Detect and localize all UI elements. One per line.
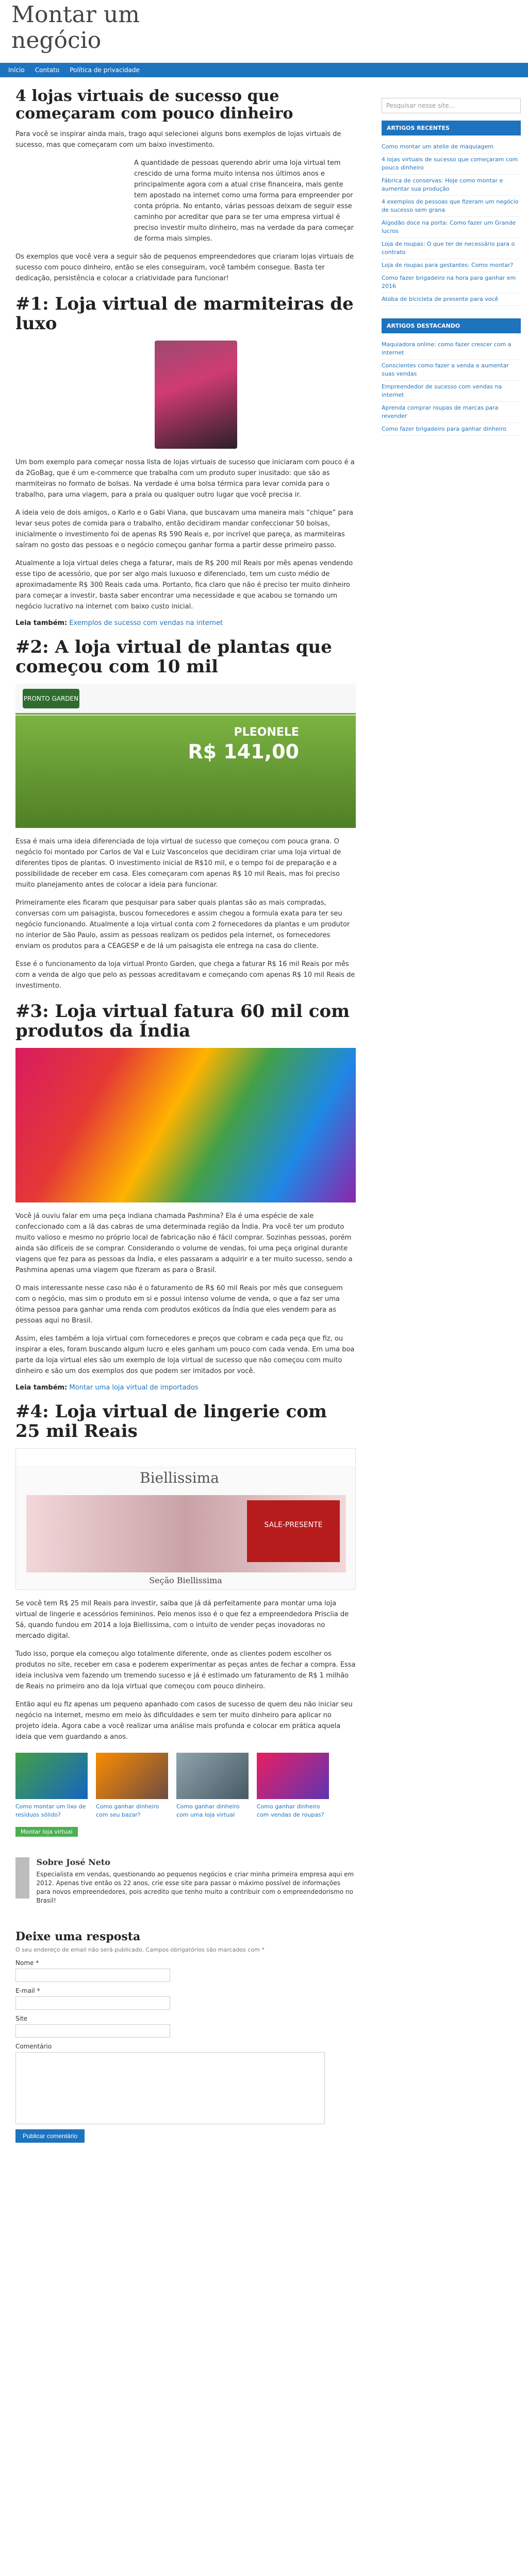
author-name: Sobre José Neto xyxy=(36,1857,110,1867)
recent-item[interactable] xyxy=(382,272,521,293)
related-card[interactable] xyxy=(96,1753,168,1819)
related-link[interactable]: Como ganhar dinheiro com vendas de roupas? xyxy=(257,1803,324,1818)
intro-paragraph-1: Para você se inspirar ainda mais, trago aqui selecionei alguns bons exemplos de lojas virtuais de sucesso, mas que começaram com um baixo investimento. xyxy=(15,130,341,149)
comment-form xyxy=(15,1930,356,2143)
plants-store-image xyxy=(15,684,356,828)
banner-title: PLEONELE xyxy=(234,726,299,739)
recent-posts-widget xyxy=(382,121,521,306)
read-also-link[interactable]: Montar uma loja virtual de importados xyxy=(69,1384,199,1392)
comment-title: Deixe uma resposta xyxy=(15,1930,141,1943)
section-3-paragraph-3: Assim, eles também a loja virtual com fornecedores e preços que cobram e cada peça que fiz, ou inspirar a eles, foram buscando algum lucro e eles ganham um pouco com cada venda. Em uma boa parte da loja virtual eles são um exemplo de loja virtual de sucesso que não começou com muito dinheiro e são um dos exemplos dos que podem ser imitados por você. xyxy=(15,1335,355,1375)
author-box xyxy=(15,1857,356,1912)
highlight-item[interactable] xyxy=(382,423,521,436)
related-card[interactable] xyxy=(176,1753,249,1819)
recent-item[interactable] xyxy=(382,217,521,238)
pashmina-image xyxy=(15,1048,356,1202)
highlight-link[interactable]: Maquiadora online: como fazer crescer com a internet xyxy=(382,341,512,356)
recent-item[interactable] xyxy=(382,196,521,217)
read-also-link[interactable]: Exemplos de sucesso com vendas na internet xyxy=(69,619,223,627)
lingerie-store-image xyxy=(15,1448,356,1590)
main-nav xyxy=(0,63,528,77)
email-field[interactable] xyxy=(15,1996,170,2010)
recent-item[interactable] xyxy=(382,259,521,272)
section-1-paragraph-1: Um bom exemplo para começar nossa lista de lojas virtuais de sucesso que iniciaram com pouco é a da 2GoBag, que é um e-commerce que trabalha com um produto super inusitado: que são as marmiteiras no formato de bolsas. Na verdade é uma bolsa térmica para levar comida para o trabalho, para uma viagem, para a praia ou qualquer outro lugar que você precisa ir. xyxy=(15,459,355,499)
email-label: E-mail * xyxy=(15,1987,40,1994)
related-thumb[interactable] xyxy=(257,1753,329,1799)
highlight-item[interactable] xyxy=(382,402,521,423)
section-2-paragraph-3: Esse é o funcionamento da loja virtual Pronto Garden, que chega a faturar R$ 16 mil Reais por mês com a venda de algo que pelo as pessoas acreditavam e começando com apenas R$ 10 mil Reais de investimento. xyxy=(15,960,355,990)
name-label: Nome * xyxy=(15,1959,39,1967)
nav-item-privacidade[interactable]: Política de privacidade xyxy=(70,66,140,74)
nav-item-inicio[interactable]: Início xyxy=(8,66,25,74)
recent-link[interactable]: Loja de roupas: O que ter de necessário para o contrato xyxy=(382,241,515,256)
recent-item[interactable] xyxy=(382,141,521,154)
highlights-widget xyxy=(382,318,521,436)
related-thumb[interactable] xyxy=(15,1753,88,1799)
section-4-heading: #4: Loja virtual de lingerie com 25 mil Reais xyxy=(15,1401,327,1442)
section-1-heading: #1: Loja virtual de marmiteiras de luxo xyxy=(15,294,354,334)
banner-price: R$ 141,00 xyxy=(188,740,299,763)
section-3-heading: #3: Loja virtual fatura 60 mil com produtos da Índia xyxy=(15,1001,350,1041)
search-input[interactable]: Pesquisar nesse site... xyxy=(382,98,521,113)
section-1-paragraph-3: Atualmente a loja virtual deles chega a faturar, mais de R$ 200 mil Reais por mês apenas vendendo esse tipo de acessório, que por ser algo mais luxuoso e diferenciado, tem um custo médio de aproximadamente R$ 300 Reais cada uma. Portanto, fica claro que não é preciso ter muito dinheiro para começar a investir, basta saber encontrar uma necessidade e que acabou se tornando um negócio lucrativo na internet com baixo custo inicial. xyxy=(15,560,353,611)
recent-link[interactable]: Como montar um atelie de maquiagem xyxy=(382,143,494,150)
comment-label: Comentário xyxy=(15,2043,52,2050)
submit-comment-button[interactable]: Publicar comentário xyxy=(15,2129,85,2143)
name-field[interactable] xyxy=(15,1969,170,1982)
related-link[interactable]: Como ganhar dinheiro com seu bazar? xyxy=(96,1803,159,1818)
highlight-link[interactable]: Conscientes como fazer a venda e aumentar suas vendas xyxy=(382,362,509,377)
highlight-item[interactable] xyxy=(382,360,521,381)
site-field[interactable] xyxy=(15,2024,170,2038)
section-2-heading: #2: A loja virtual de plantas que começou com 10 mil xyxy=(15,637,332,677)
author-avatar xyxy=(15,1857,29,1899)
post-title: 4 lojas virtuais de sucesso que começaram com pouco dinheiro xyxy=(15,87,293,123)
comment-textarea[interactable] xyxy=(15,2052,325,2124)
related-link[interactable]: Como ganhar dinheiro com uma loja virtual xyxy=(176,1803,240,1818)
highlight-link[interactable]: Empreendedor de sucesso com vendas na internet xyxy=(382,383,502,398)
highlight-link[interactable]: Aprenda comprar roupas de marcas para revender xyxy=(382,404,499,419)
related-link[interactable]: Como montar um lixo de resíduos sólido? xyxy=(15,1803,86,1818)
recent-item[interactable] xyxy=(382,293,521,306)
widget-title: ARTIGOS DESTACANDO xyxy=(382,318,521,333)
section-4-paragraph-1: Se você tem R$ 25 mil Reais para investir, saiba que já dá perfeitamente para montar uma loja virtual de lingerie e acessórios femininos. Pelo menos isso é o que fez a empreendedora Prisciia de Sá, quando fundou em 2014 a loja Biellissima, com o intuito de vender peças inovadoras no mercado digital. xyxy=(15,1600,349,1640)
category-tag[interactable]: Montar loja virtual xyxy=(15,1827,78,1837)
related-thumb[interactable] xyxy=(176,1753,249,1799)
site-header xyxy=(0,0,528,63)
section-4-paragraph-2: Tudo isso, porque ela começou algo totalmente diferente, onde as clientes podem escolher os produtos no site, receber em casa e poderem experimentar as peças antes de fechar a compra. Essa ideia inclusiva vem fazendo um tremendo sucesso e já é estimado um faturamento de R$ 1 milhão de Reais no primeiro ano da loja virtual que começou com pouco dinheiro. xyxy=(15,1650,356,1690)
store-brand: Biellissima xyxy=(140,1469,219,1486)
related-posts xyxy=(15,1753,356,1819)
related-card[interactable] xyxy=(257,1753,329,1819)
intro-paragraph-2: A quantidade de pessoas querendo abrir uma loja virtual tem crescido de uma forma muito intensa nos últimos anos e principalmente agora com a atual crise financeira, mais gente tem apostado na internet como uma forma para empreender por conta própria. No entanto, várias pessoas deixam de seguir esse caminho por acreditar que para se ter uma empresa virtual é preciso investir muito dinheiro, mas na verdade da para começar de forma mais simples. xyxy=(134,159,354,243)
recent-item[interactable] xyxy=(382,175,521,196)
recent-link[interactable]: Fábrica de conservas: Hoje como montar e aumentar sua produção xyxy=(382,177,503,192)
section-3-paragraph-1: Você já ouviu falar em uma peça indiana chamada Pashmina? Ela é uma espécie de xale confeccionado com a lã das cabras de uma determinada região da Índia. Pra você ter um produto muito valioso e mesmo no próprio local de fabricação não é fácil comprar. Sozinhas pessoas, porém ainda são difíceis de se comprar. Considerando o volume de vendas, foi uma peça original durante viagens que fez para as pessoas da Índia, e eles passaram a adquirir e a ter muito sucesso, sendo a Pashmina apenas uma viagem que fizeram as para o Brasil. xyxy=(15,1212,353,1274)
read-also-1 xyxy=(15,619,356,627)
site-title[interactable]: Montar um negócio xyxy=(11,2,140,54)
intro-paragraph-3: Os exemplos que você vera a seguir são de pequenos empreendedores que criaram lojas virtuais de sucesso com pouco dinheiro, então se eles conseguiram, você também consegue. Basta ter dedicação, persistência e colocar a criatividade para funcionar! xyxy=(15,253,354,282)
recent-link[interactable]: Atoba de bicicleta de presente para você xyxy=(382,296,499,302)
store-topbar xyxy=(16,1449,355,1467)
related-card[interactable] xyxy=(15,1753,88,1819)
read-also-3 xyxy=(15,1384,356,1392)
bag-image xyxy=(155,341,237,449)
nav-item-contato[interactable]: Contato xyxy=(35,66,60,74)
recent-link[interactable]: 4 exemplos de pessoas que fizeram um negócio de sucesso sem grana xyxy=(382,198,519,213)
recent-item[interactable] xyxy=(382,154,521,175)
section-3-paragraph-2: O mais interessante nesse caso não é o faturamento de R$ 60 mil Reais por mês que conseguem com o negócio, mas sim o produto em si e possui intenso volume de venda, o que a faz ser uma ótima pessoa para ganhar uma renda com produtos exóticos da Índia que eles vendem para as pessoas aqui no Brasil. xyxy=(15,1284,343,1325)
comment-note: O seu endereço de email não será publicado. Campos obrigatórios são marcados com * xyxy=(15,1946,265,1953)
highlight-item[interactable] xyxy=(382,381,521,402)
article xyxy=(15,88,356,2143)
author-info xyxy=(37,1857,356,1912)
related-thumb[interactable] xyxy=(96,1753,168,1799)
recent-item[interactable] xyxy=(382,238,521,259)
section-1-paragraph-2: A ideia veio de dois amigos, o Karlo e o Gabi Viana, que buscavam uma maneira mais “chique” para levar seus potes de comida para o trabalho, então decidiram mandar confeccionar 50 bolsas, inicialmente o investimento foi de apenas R$ 590 Reais e, por incrível que pareça, as marmiteiras saíram no gosto das pessoas e o negócio começou ganhar forma a partir desse primeiro passo. xyxy=(15,509,354,549)
recent-link[interactable]: Loja de roupas para gestantes: Como montar? xyxy=(382,262,514,268)
read-also-label: Leia também: xyxy=(15,619,68,627)
widget-title: ARTIGOS RECENTES xyxy=(382,121,521,135)
highlight-item[interactable] xyxy=(382,338,521,360)
read-also-label: Leia também: xyxy=(15,1384,68,1392)
author-bio: Especialista em vendas, questionando ao pequenos negócios e criar minha primeira empresa aqui em 2012. Apenas tive então os 22 anos, crie esse site para passar o máximo possível de informações para novos empreendedores, pois acredito que tenho muito a contribuir com o empreendedorismo no Brasil! xyxy=(36,1871,354,1904)
section-2-paragraph-1: Essa é mais uma ideia diferenciada de loja virtual de sucesso que começou com pouca grana. O negócio foi montado por Carlos de Val e Luiz Vasconcelos que decidiram criar uma loja virtual de diferentes tipos de plantas. O investimento inicial de R$10 mil, e o tempo foi de preparação e a possibilidade de receber em casa. Eles começaram com apenas R$ 10 mil Reais, mas foi preciso muito planejamento antes de colocar a ideia para funcionar. xyxy=(15,838,341,889)
sidebar xyxy=(382,98,521,448)
section-2-paragraph-2: Primeiramente eles ficaram que pesquisar para saber quais plantas são as mais compradas, conversas com um paisagista, buscou fornecedores e assim chegou a formula exata para ter seu negócio funcionando. Atualmente a loja virtual conta com 2 fornecedores da plantas e um produtor no interior de São Paulo, assim as pessoas realizam os pedidos pela internet, os fornecedores enviam os produtos para a CEAGESP e de lá um paisagista ele entrega na casa do cliente. xyxy=(15,899,350,950)
recent-link[interactable]: 4 lojas virtuais de sucesso que começaram com pouco dinheiro xyxy=(382,156,518,171)
section-4-paragraph-3: Então aqui eu fiz apenas um pequeno apanhado com casos de sucesso de quem deu não iniciar seu negócio na internet, mesmo em meio às dificuldades e sem ter muito dinheiro para aplicar no projeto ideia. Agora cabe a você realizar uma análise mais profunda e colocar em prática aquela ideia que vem guardando a anos. xyxy=(15,1701,353,1741)
highlight-link[interactable]: Como fazer brigadeiro para ganhar dinheiro xyxy=(382,426,506,432)
store-logo: PRONTO GARDEN xyxy=(23,689,79,708)
site-label: Site xyxy=(15,2015,28,2022)
sale-banner: SALE-PRESENTE xyxy=(247,1500,340,1562)
recent-link[interactable]: Como fazer brigadeiro na hora para ganhar em 2016 xyxy=(382,275,516,290)
recent-link[interactable]: Algodão doce na porta: Como fazer um Grande lucros xyxy=(382,219,516,234)
image-caption: Seção Biellissima xyxy=(149,1575,222,1585)
